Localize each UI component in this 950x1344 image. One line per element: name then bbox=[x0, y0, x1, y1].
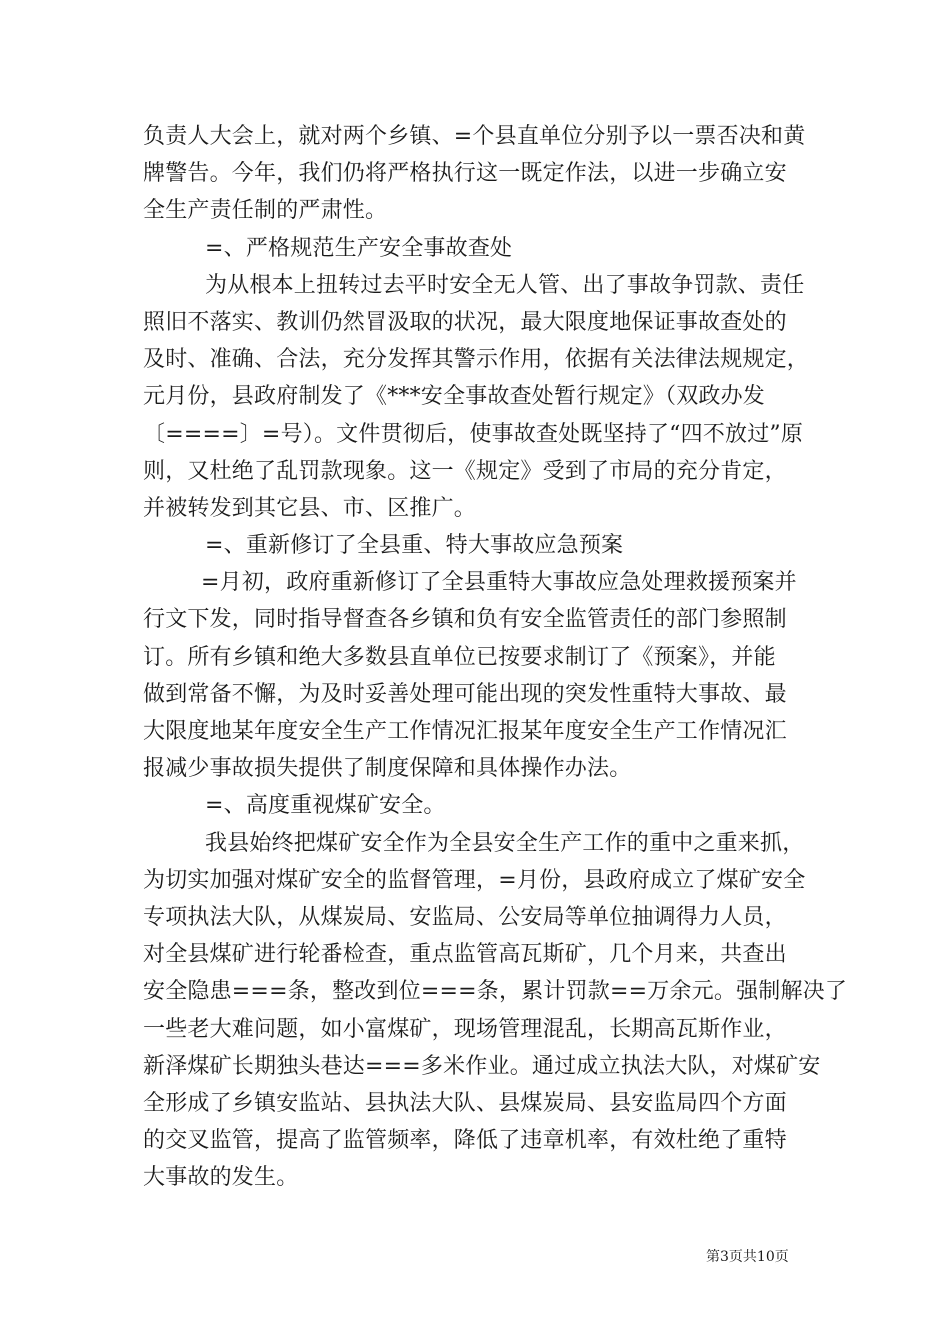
text-line: 全形成了乡镇安监站、县执法大队、县煤炭局、县安监局四个方面 bbox=[143, 1090, 787, 1116]
text-line: =、严格规范生产安全事故查处 bbox=[205, 235, 513, 261]
text-line: 及时、准确、合法，充分发挥其警示作用，依据有关法律法规规定， bbox=[143, 347, 810, 373]
text-line: 牌警告。今年，我们仍将严格执行这一既定作法，以进一步确立安 bbox=[143, 161, 787, 187]
text-line: 订。所有乡镇和绝大多数县直单位已按要求制订了《预案》，并能 bbox=[143, 644, 776, 670]
text-line: 的交叉监管，提高了监管频率，降低了违章机率，有效杜绝了重特 bbox=[143, 1128, 787, 1154]
body-text bbox=[143, 118, 848, 1196]
text-line: =、重新修订了全县重、特大事故应急预案 bbox=[205, 533, 624, 559]
text-line: 全生产责任制的严肃性。 bbox=[143, 198, 388, 224]
text-line: 负责人大会上，就对两个乡镇、=个县直单位分别予以一票否决和黄 bbox=[143, 124, 806, 149]
text-line: 并被转发到其它县、市、区推广。 bbox=[143, 495, 477, 521]
text-line: 我县始终把煤矿安全作为全县安全生产工作的重中之重来抓， bbox=[205, 830, 805, 856]
text-line: 专项执法大队，从煤炭局、安监局、公安局等单位抽调得力人员， bbox=[143, 904, 787, 930]
text-line: 新泽煤矿长期独头巷达===多米作业。通过成立执法大队，对煤矿安 bbox=[143, 1053, 821, 1079]
text-line: 行文下发，同时指导督查各乡镇和负有安全监管责任的部门参照制 bbox=[143, 607, 787, 633]
text-line: =月初，政府重新修订了全县重特大事故应急处理救援预案并 bbox=[201, 570, 797, 596]
text-line: 对全县煤矿进行轮番检查，重点监管高瓦斯矿，几个月来，共查出 bbox=[143, 942, 787, 968]
text-line: =、高度重视煤矿安全。 bbox=[205, 793, 446, 819]
text-line: 大事故的发生。 bbox=[143, 1165, 299, 1191]
text-line: 报减少事故损失提供了制度保障和具体操作办法。 bbox=[143, 756, 632, 782]
text-line: 为从根本上扭转过去平时安全无人管、出了事故争罚款、责任 bbox=[205, 272, 805, 298]
text-line: 则，又杜绝了乱罚款现象。这一《规定》受到了市局的充分肯定， bbox=[143, 458, 787, 484]
text-line: 做到常备不懈，为及时妥善处理可能出现的突发性重特大事故、最 bbox=[143, 681, 787, 707]
text-line: 为切实加强对煤矿安全的监督管理，=月份，县政府成立了煤矿安全 bbox=[143, 867, 806, 893]
page-number: 第3页共10页 bbox=[706, 1249, 789, 1265]
text-line: 〔====〕=号）。文件贯彻后，使事故查处既坚持了“四不放过”原 bbox=[143, 421, 804, 447]
text-line: 元月份，县政府制发了《***安全事故查处暂行规定》（双政办发 bbox=[143, 384, 766, 410]
text-line: 一些老大难问题，如小富煤矿，现场管理混乱，长期高瓦斯作业， bbox=[143, 1016, 787, 1042]
text-line: 照旧不落实、教训仍然冒汲取的状况，最大限度地保证事故查处的 bbox=[143, 309, 787, 335]
text-line: 安全隐患===条，整改到位===条，累计罚款==万余元。强制解决了 bbox=[143, 979, 848, 1005]
text-line: 大限度地某年度安全生产工作情况汇报某年度安全生产工作情况汇 bbox=[143, 719, 787, 744]
